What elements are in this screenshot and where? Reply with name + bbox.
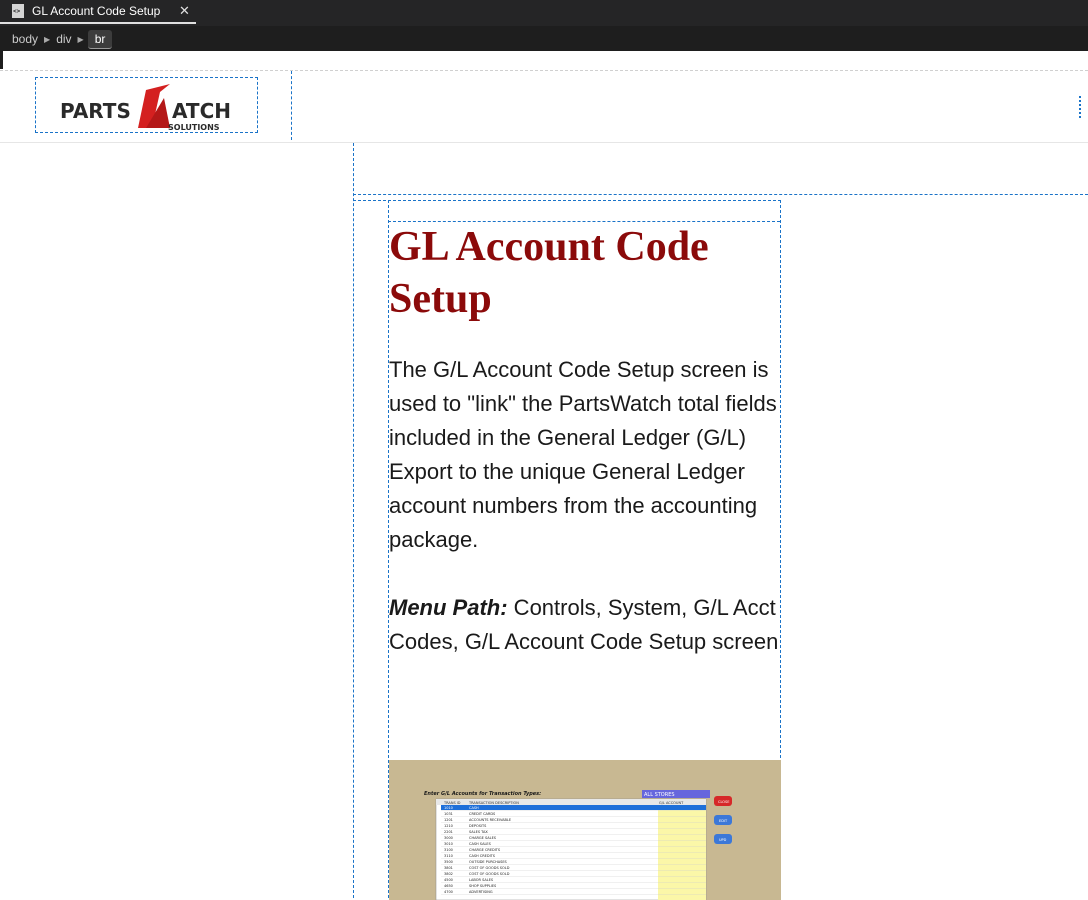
embedded-row-id: 4650 <box>444 884 453 888</box>
column-left-guide <box>353 143 354 898</box>
svg-text:TRANSACTION DESCRIPTION: TRANSACTION DESCRIPTION <box>469 801 519 805</box>
editor-gutter <box>0 51 3 69</box>
menu-path-paragraph <box>389 591 781 659</box>
embedded-row-description: CREDIT CARDS <box>469 812 496 816</box>
intro-paragraph: The G/L Account Code Setup screen is used to "link" the PartsWatch total fields included in the General Ledger (G/L) Export to the unique General Ledger account numbers from the accounting package. <box>389 357 777 552</box>
chevron-right-icon: ▶ <box>77 34 84 44</box>
embedded-row-id: 4500 <box>444 878 453 882</box>
svg-text:TRANS ID: TRANS ID <box>444 801 461 805</box>
tab-gl-account-code-setup[interactable] <box>0 0 196 24</box>
embedded-row-description: OUTSIDE PURCHASES <box>469 860 507 864</box>
close-icon[interactable]: ✕ <box>179 3 190 18</box>
embedded-row-id: 1010 <box>444 806 453 810</box>
embedded-row-id: 3801 <box>444 866 453 870</box>
embedded-row-description: CHARGE SALES <box>469 836 497 840</box>
page-title: GL Account Code Setup <box>389 224 709 322</box>
embedded-row-id: 1201 <box>444 818 453 822</box>
embedded-row-description: COST OF GOODS SOLD <box>469 872 510 876</box>
breadcrumb <box>0 27 1088 51</box>
chevron-right-icon: ▶ <box>44 34 51 44</box>
embedded-row-id: 2201 <box>444 830 453 834</box>
embedded-heading: Enter G/L Accounts for Transaction Types: <box>424 791 542 797</box>
embedded-row-description: DEPOSITS <box>469 824 487 828</box>
breadcrumb-item-body[interactable]: body <box>12 32 39 46</box>
embedded-row-id: 3100 <box>444 848 453 852</box>
content-top-guide <box>353 200 781 201</box>
embedded-edit-button: EDIT <box>719 819 728 823</box>
embedded-row-id: 4700 <box>444 890 453 894</box>
logo-text-parts: PARTS <box>60 99 131 123</box>
embedded-row-description: COST OF GOODS SOLD <box>469 866 510 870</box>
embedded-row-description: SHOP SUPPLIES <box>469 884 497 888</box>
menu-path-value: Controls, System, G/L Acct Codes, G/L Account Code Setup screen <box>389 595 779 654</box>
embedded-row-id: 1210 <box>444 824 453 828</box>
logo-text-watch: ATCH <box>172 99 231 123</box>
breadcrumb-item-div[interactable]: div <box>56 32 72 46</box>
page-preview <box>0 51 1088 898</box>
embedded-row-id: 3802 <box>444 872 453 876</box>
embedded-row-description: SALES TAX <box>469 830 488 834</box>
embedded-row-id: 3500 <box>444 860 453 864</box>
breadcrumb-item-br[interactable]: br <box>88 30 113 49</box>
logo-subtext: SOLUTIONS <box>168 123 220 132</box>
row-top-guide <box>353 194 1088 195</box>
header-menu-guide <box>1079 96 1083 118</box>
menu-path-label: Menu Path: <box>389 595 508 620</box>
svg-text:G/L ACCOUNT: G/L ACCOUNT <box>659 801 684 805</box>
partswatch-logo <box>60 84 240 132</box>
logo-container[interactable] <box>35 77 258 133</box>
embedded-row-id: 3010 <box>444 842 453 846</box>
embedded-row-description: LABOR SALES <box>469 878 494 882</box>
embedded-row-description: CASH CREDITS <box>469 854 495 858</box>
embedded-row-id: 1031 <box>444 812 453 816</box>
gl-account-screen-image <box>389 760 781 900</box>
article-content <box>389 221 781 659</box>
tab-title: GL Account Code Setup <box>32 4 161 18</box>
editor-tab-bar <box>0 0 1088 27</box>
embedded-row-description: CHARGE CREDITS <box>469 848 501 852</box>
embedded-store-select: ALL STORES <box>644 792 675 798</box>
embedded-row-description: ADVERTISING <box>469 890 493 894</box>
embedded-row-description: CASH <box>469 806 479 810</box>
gl-account-screen-drawing <box>389 760 781 900</box>
embedded-row-description: ACCOUNTS RECEIVABLE <box>469 818 512 822</box>
embedded-row-description: CASH SALES <box>469 842 491 846</box>
embedded-close-button: CLOSE <box>718 800 730 804</box>
embedded-upd-button: UPD <box>719 838 727 842</box>
html-file-icon <box>12 4 24 18</box>
embedded-row-id: 3110 <box>444 854 453 858</box>
embedded-row-id: 3000 <box>444 836 453 840</box>
header-logo-guide <box>291 71 292 140</box>
